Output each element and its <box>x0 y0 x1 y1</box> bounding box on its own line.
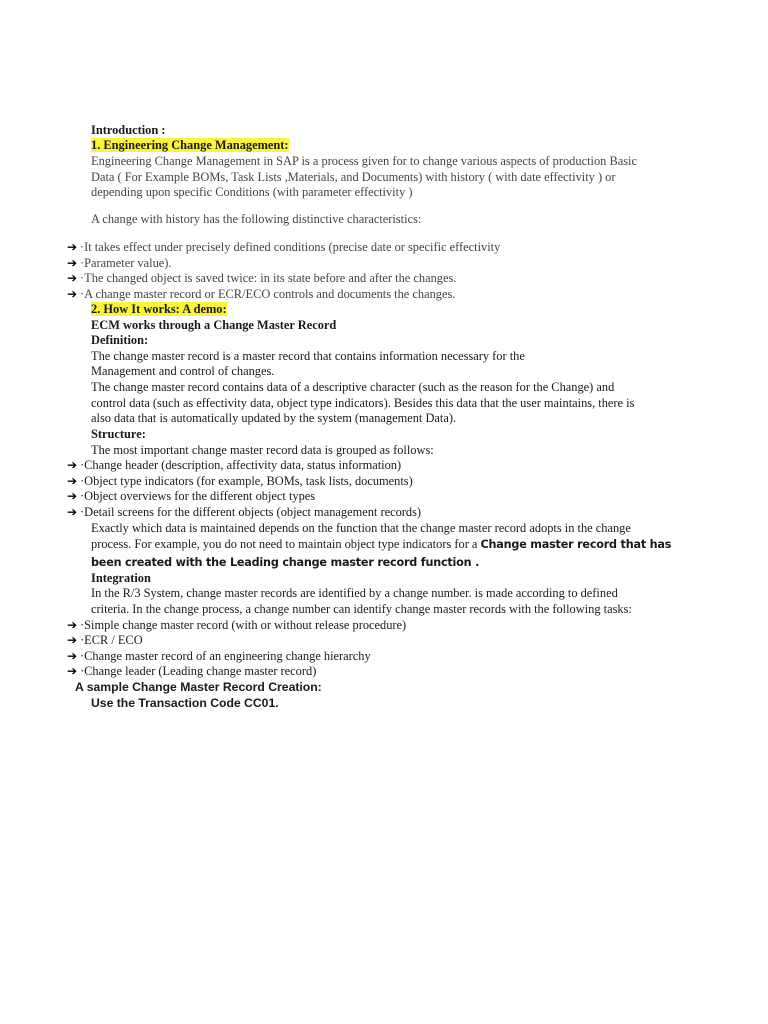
arrow-bullet-icon: ➔ <box>67 489 78 503</box>
list-item-text: ·It takes effect under precisely defined conditions (precise date or specific effectivity <box>80 240 501 254</box>
list-item <box>67 271 456 287</box>
arrow-bullet-icon: ➔ <box>67 618 78 632</box>
integration-para-line: criteria. In the change process, a change number can identify change master records with the following tasks: <box>91 602 632 616</box>
definition-para-line: Management and control of changes. <box>91 364 275 378</box>
section2-heading-text: 2. How It works: A demo: <box>91 302 227 316</box>
structure-intro: The most important change master record data is grouped as follows: <box>91 443 434 457</box>
definition-para-line: The change master record is a master record that contains information necessary for the <box>91 349 525 363</box>
section1-para-line: Engineering Change Management in SAP is a process given for to change various aspects of production Basic <box>91 154 637 168</box>
arrow-bullet-icon: ➔ <box>67 664 78 678</box>
definition-heading: Definition: <box>91 333 149 347</box>
sample-heading: A sample Change Master Record Creation: <box>75 680 322 694</box>
structure-para-line <box>91 555 479 571</box>
intro-heading: Introduction : <box>91 123 166 137</box>
arrow-bullet-icon: ➔ <box>67 256 78 270</box>
arrow-bullet-icon: ➔ <box>67 649 78 663</box>
list-item <box>67 489 315 505</box>
list-item-text: ·Change master record of an engineering change hierarchy <box>80 649 371 663</box>
arrow-bullet-icon: ➔ <box>67 633 78 647</box>
section1-heading <box>91 138 289 154</box>
list-item <box>67 458 401 474</box>
list-item <box>67 474 413 490</box>
structure-para-end: . <box>471 556 480 569</box>
arrow-bullet-icon: ➔ <box>67 240 78 254</box>
list-item-text: ·Change header (description, affectivity data, status information) <box>80 458 402 472</box>
ecm-heading: ECM works through a Change Master Record <box>91 318 337 332</box>
list-item <box>67 633 143 649</box>
structure-para-text: process. For example, you do not need to maintain object type indicators for a <box>91 537 481 551</box>
list-item <box>67 618 406 634</box>
definition-para-line: control data (such as effectivity data, object type indicators). Besides this data that the user maintains, there is <box>91 396 635 410</box>
characteristics-intro: A change with history has the following distinctive characteristics: <box>91 212 422 226</box>
arrow-bullet-icon: ➔ <box>67 505 78 519</box>
arrow-bullet-icon: ➔ <box>67 271 78 285</box>
structure-para-bold: been created with the Leading change master record function <box>91 556 472 569</box>
list-item <box>67 287 455 303</box>
list-item-text: ·The changed object is saved twice: in its state before and after the changes. <box>80 271 457 285</box>
list-item-text: ·Detail screens for the different objects (object management records) <box>80 505 422 519</box>
structure-para-bold: Change master record that has <box>480 538 672 551</box>
integration-para-line: In the R/3 System, change master records are identified by a change number. is made according to defined <box>91 586 618 600</box>
list-item-text: ·Parameter value). <box>80 256 172 270</box>
section1-heading-text: 1. Engineering Change Management: <box>91 138 289 152</box>
sample-step: Use the Transaction Code CC01. <box>91 696 279 710</box>
list-item-text: ·Object type indicators (for example, BOMs, task lists, documents) <box>80 474 413 488</box>
list-item-text: ·Simple change master record (with or without release procedure) <box>80 618 407 632</box>
list-item <box>67 256 172 272</box>
section1-para-line: Data ( For Example BOMs, Task Lists ,Materials, and Documents) with history ( with date effectivity ) or <box>91 170 616 184</box>
list-item-text: ·Object overviews for the different object types <box>80 489 316 503</box>
list-item <box>67 649 371 665</box>
arrow-bullet-icon: ➔ <box>67 458 78 472</box>
arrow-bullet-icon: ➔ <box>67 287 78 301</box>
integration-heading: Integration <box>91 571 151 585</box>
list-item-text: ·A change master record or ECR/ECO controls and documents the changes. <box>80 287 456 301</box>
list-item-text: ·Change leader (Leading change master record) <box>80 664 317 678</box>
arrow-bullet-icon: ➔ <box>67 474 78 488</box>
list-item <box>67 240 500 256</box>
list-item <box>67 664 316 680</box>
definition-para-line: also data that is automatically updated by the system (management Data). <box>91 411 457 425</box>
list-item-text: ·ECR / ECO <box>80 633 143 647</box>
structure-para-line: Exactly which data is maintained depends on the function that the change master record adopts in the change <box>91 521 631 535</box>
list-item <box>67 505 421 521</box>
structure-para-line <box>91 537 671 553</box>
section1-para-line: depending upon specific Conditions (with parameter effectivity ) <box>91 185 413 199</box>
definition-para-line: The change master record contains data of a descriptive character (such as the reason for the Change) and <box>91 380 615 394</box>
section2-heading <box>91 302 227 318</box>
structure-heading: Structure: <box>91 427 146 441</box>
